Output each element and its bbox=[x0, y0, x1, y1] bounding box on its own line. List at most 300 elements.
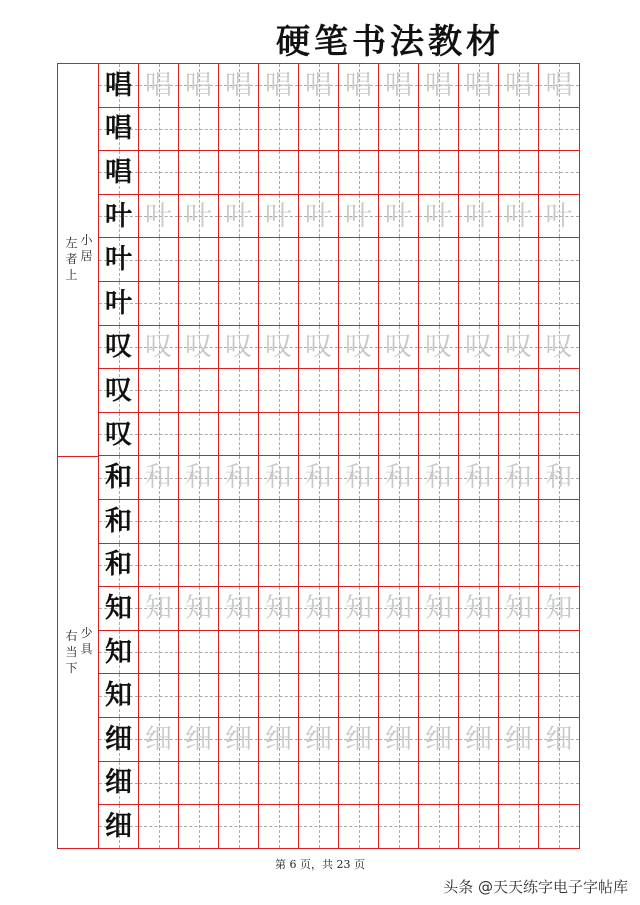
practice-cell[interactable] bbox=[179, 108, 219, 152]
guide-line-horizontal bbox=[499, 434, 538, 435]
practice-cell[interactable] bbox=[219, 500, 259, 544]
guide-line-horizontal bbox=[339, 521, 378, 522]
practice-cell[interactable] bbox=[339, 369, 379, 413]
practice-cell[interactable] bbox=[459, 674, 499, 718]
practice-cell[interactable] bbox=[539, 544, 579, 588]
practice-cell[interactable] bbox=[419, 500, 459, 544]
practice-cell[interactable] bbox=[499, 282, 539, 326]
guide-line-horizontal bbox=[419, 129, 458, 130]
practice-cell[interactable] bbox=[539, 587, 579, 631]
practice-cell[interactable] bbox=[459, 631, 499, 675]
practice-cell[interactable] bbox=[499, 674, 539, 718]
guide-line-horizontal bbox=[339, 826, 378, 827]
practice-cell[interactable] bbox=[139, 631, 179, 675]
practice-cell[interactable] bbox=[539, 108, 579, 152]
guide-line-horizontal bbox=[419, 826, 458, 827]
practice-cell[interactable] bbox=[259, 500, 299, 544]
practice-cell[interactable] bbox=[459, 587, 499, 631]
practice-cell[interactable] bbox=[499, 500, 539, 544]
practice-cell[interactable] bbox=[499, 631, 539, 675]
practice-cell[interactable] bbox=[219, 64, 259, 108]
practice-cell[interactable] bbox=[299, 238, 339, 282]
watermark: 头条 @天天练字电子字帖库 bbox=[443, 878, 628, 896]
practice-cell[interactable] bbox=[139, 151, 179, 195]
practice-cell[interactable] bbox=[339, 544, 379, 588]
note-char: 下 bbox=[65, 660, 78, 675]
practice-cell[interactable] bbox=[139, 326, 179, 370]
guide-line-horizontal bbox=[299, 696, 338, 697]
practice-cell[interactable] bbox=[379, 718, 419, 762]
practice-row bbox=[99, 805, 579, 849]
practice-cell[interactable] bbox=[179, 282, 219, 326]
practice-cell[interactable] bbox=[419, 151, 459, 195]
practice-cell[interactable] bbox=[539, 151, 579, 195]
practice-cell[interactable] bbox=[259, 195, 299, 239]
model-cell bbox=[99, 282, 139, 326]
practice-cell[interactable] bbox=[299, 151, 339, 195]
practice-cell[interactable] bbox=[299, 108, 339, 152]
trace-character: 和 bbox=[425, 462, 452, 494]
practice-cell[interactable] bbox=[419, 631, 459, 675]
practice-cell[interactable] bbox=[419, 456, 459, 500]
practice-cell[interactable] bbox=[539, 456, 579, 500]
model-character: 叹 bbox=[105, 374, 132, 406]
practice-cell[interactable] bbox=[219, 631, 259, 675]
model-cell bbox=[99, 413, 139, 457]
practice-cell[interactable] bbox=[299, 587, 339, 631]
guide-line-horizontal bbox=[219, 826, 258, 827]
practice-cell[interactable] bbox=[299, 282, 339, 326]
practice-cell[interactable] bbox=[259, 369, 299, 413]
practice-cell[interactable] bbox=[259, 456, 299, 500]
practice-cell[interactable] bbox=[379, 369, 419, 413]
practice-cell[interactable] bbox=[299, 456, 339, 500]
practice-cell[interactable] bbox=[219, 456, 259, 500]
practice-cell[interactable] bbox=[179, 151, 219, 195]
practice-cell[interactable] bbox=[219, 718, 259, 762]
practice-cell[interactable] bbox=[499, 64, 539, 108]
practice-cell[interactable] bbox=[459, 500, 499, 544]
guide-line-horizontal bbox=[139, 565, 178, 566]
practice-cell[interactable] bbox=[419, 64, 459, 108]
practice-row bbox=[99, 500, 579, 544]
guide-line-horizontal bbox=[179, 696, 218, 697]
trace-character: 和 bbox=[265, 462, 292, 494]
practice-cell[interactable] bbox=[539, 64, 579, 108]
guide-line-horizontal bbox=[299, 521, 338, 522]
practice-cell[interactable] bbox=[419, 762, 459, 806]
practice-cell[interactable] bbox=[139, 500, 179, 544]
trace-character: 叹 bbox=[305, 331, 332, 363]
practice-cell[interactable] bbox=[419, 238, 459, 282]
guide-line-horizontal bbox=[179, 565, 218, 566]
note-column bbox=[65, 235, 78, 283]
practice-cell[interactable] bbox=[419, 674, 459, 718]
guide-line-horizontal bbox=[219, 565, 258, 566]
guide-line-horizontal bbox=[179, 434, 218, 435]
practice-cell[interactable] bbox=[419, 282, 459, 326]
practice-cell[interactable] bbox=[379, 326, 419, 370]
practice-cell[interactable] bbox=[339, 500, 379, 544]
practice-cell[interactable] bbox=[219, 282, 259, 326]
practice-cell[interactable] bbox=[499, 238, 539, 282]
practice-cell[interactable] bbox=[339, 631, 379, 675]
model-cell bbox=[99, 456, 139, 500]
practice-cell[interactable] bbox=[299, 544, 339, 588]
practice-cell[interactable] bbox=[459, 151, 499, 195]
practice-cell[interactable] bbox=[259, 544, 299, 588]
practice-cell[interactable] bbox=[539, 238, 579, 282]
guide-line-horizontal bbox=[259, 303, 298, 304]
practice-cell[interactable] bbox=[379, 500, 419, 544]
guide-line-horizontal bbox=[139, 390, 178, 391]
practice-cell[interactable] bbox=[539, 631, 579, 675]
trace-character: 叹 bbox=[225, 331, 252, 363]
trace-character: 叹 bbox=[425, 331, 452, 363]
practice-cell[interactable] bbox=[499, 108, 539, 152]
trace-character: 和 bbox=[385, 462, 412, 494]
trace-character: 唱 bbox=[145, 69, 172, 101]
trace-character: 叶 bbox=[465, 200, 492, 232]
practice-row bbox=[99, 718, 579, 762]
note-char: 当 bbox=[65, 644, 78, 659]
practice-cell[interactable] bbox=[539, 326, 579, 370]
model-character: 知 bbox=[105, 592, 132, 624]
practice-cell[interactable] bbox=[459, 282, 499, 326]
practice-cell[interactable] bbox=[539, 762, 579, 806]
practice-cell[interactable] bbox=[459, 195, 499, 239]
guide-line-horizontal bbox=[459, 565, 498, 566]
practice-cell[interactable] bbox=[299, 64, 339, 108]
model-cell bbox=[99, 544, 139, 588]
practice-cell[interactable] bbox=[139, 456, 179, 500]
practice-cell[interactable] bbox=[379, 631, 419, 675]
practice-cell[interactable] bbox=[139, 108, 179, 152]
practice-cell[interactable] bbox=[179, 413, 219, 457]
practice-cell[interactable] bbox=[179, 718, 219, 762]
practice-cell[interactable] bbox=[259, 151, 299, 195]
practice-cell[interactable] bbox=[219, 762, 259, 806]
model-cell bbox=[99, 369, 139, 413]
guide-line-horizontal bbox=[139, 172, 178, 173]
practice-cell[interactable] bbox=[539, 674, 579, 718]
practice-cell[interactable] bbox=[139, 369, 179, 413]
practice-cell[interactable] bbox=[499, 369, 539, 413]
practice-cell[interactable] bbox=[299, 674, 339, 718]
practice-cell[interactable] bbox=[499, 587, 539, 631]
guide-line-horizontal bbox=[219, 783, 258, 784]
practice-cell[interactable] bbox=[219, 238, 259, 282]
note-column bbox=[80, 625, 93, 657]
practice-cell[interactable] bbox=[419, 195, 459, 239]
guide-line-horizontal bbox=[419, 696, 458, 697]
guide-line-horizontal bbox=[459, 129, 498, 130]
trace-character: 知 bbox=[425, 592, 452, 624]
practice-cell[interactable] bbox=[339, 674, 379, 718]
model-character: 细 bbox=[105, 767, 132, 799]
guide-line-horizontal bbox=[139, 826, 178, 827]
guide-line-horizontal bbox=[259, 521, 298, 522]
practice-cell[interactable] bbox=[419, 805, 459, 849]
note-char: 上 bbox=[65, 268, 78, 283]
practice-cell[interactable] bbox=[259, 762, 299, 806]
trace-character: 细 bbox=[305, 723, 332, 755]
trace-character: 叶 bbox=[425, 200, 452, 232]
practice-cell[interactable] bbox=[259, 326, 299, 370]
trace-character: 叶 bbox=[505, 200, 532, 232]
guide-line-horizontal bbox=[219, 260, 258, 261]
practice-cell[interactable] bbox=[179, 805, 219, 849]
practice-cell[interactable] bbox=[459, 456, 499, 500]
practice-cell[interactable] bbox=[299, 762, 339, 806]
practice-cell[interactable] bbox=[139, 718, 179, 762]
practice-cell[interactable] bbox=[219, 587, 259, 631]
practice-cell[interactable] bbox=[219, 108, 259, 152]
practice-cell[interactable] bbox=[259, 64, 299, 108]
practice-cell[interactable] bbox=[219, 674, 259, 718]
practice-cell[interactable] bbox=[259, 108, 299, 152]
trace-character: 和 bbox=[145, 462, 172, 494]
guide-line-horizontal bbox=[339, 783, 378, 784]
guide-line-horizontal bbox=[419, 783, 458, 784]
practice-cell[interactable] bbox=[379, 587, 419, 631]
model-character: 细 bbox=[105, 810, 132, 842]
practice-cell[interactable] bbox=[539, 718, 579, 762]
practice-cell[interactable] bbox=[299, 369, 339, 413]
practice-cell[interactable] bbox=[219, 369, 259, 413]
trace-character: 和 bbox=[225, 462, 252, 494]
model-cell bbox=[99, 500, 139, 544]
practice-cell[interactable] bbox=[259, 413, 299, 457]
practice-cell[interactable] bbox=[379, 544, 419, 588]
practice-cell[interactable] bbox=[139, 282, 179, 326]
practice-cell[interactable] bbox=[499, 195, 539, 239]
practice-cell[interactable] bbox=[219, 151, 259, 195]
practice-cell[interactable] bbox=[179, 587, 219, 631]
practice-cell[interactable] bbox=[339, 413, 379, 457]
practice-cell[interactable] bbox=[179, 500, 219, 544]
practice-cell[interactable] bbox=[499, 805, 539, 849]
trace-character: 叶 bbox=[345, 200, 372, 232]
practice-cell[interactable] bbox=[459, 413, 499, 457]
practice-cell[interactable] bbox=[379, 456, 419, 500]
practice-cell[interactable] bbox=[259, 805, 299, 849]
trace-character: 细 bbox=[505, 723, 532, 755]
practice-cell[interactable] bbox=[339, 151, 379, 195]
model-character: 叶 bbox=[105, 287, 132, 319]
practice-cell[interactable] bbox=[419, 544, 459, 588]
trace-character: 唱 bbox=[345, 69, 372, 101]
practice-cell[interactable] bbox=[459, 544, 499, 588]
trace-character: 叹 bbox=[265, 331, 292, 363]
practice-cell[interactable] bbox=[299, 631, 339, 675]
trace-character: 唱 bbox=[465, 69, 492, 101]
practice-cell[interactable] bbox=[499, 544, 539, 588]
guide-line-horizontal bbox=[259, 260, 298, 261]
guide-line-horizontal bbox=[419, 172, 458, 173]
practice-cell[interactable] bbox=[539, 500, 579, 544]
practice-cell[interactable] bbox=[299, 500, 339, 544]
guide-line-horizontal bbox=[299, 172, 338, 173]
guide-line-horizontal bbox=[139, 521, 178, 522]
practice-cell[interactable] bbox=[379, 238, 419, 282]
practice-cell[interactable] bbox=[379, 805, 419, 849]
trace-character: 知 bbox=[185, 592, 212, 624]
practice-cell[interactable] bbox=[219, 326, 259, 370]
guide-line-horizontal bbox=[339, 390, 378, 391]
trace-character: 叹 bbox=[385, 331, 412, 363]
practice-cell[interactable] bbox=[499, 326, 539, 370]
practice-cell[interactable] bbox=[179, 762, 219, 806]
guide-line-horizontal bbox=[499, 390, 538, 391]
guide-line-horizontal bbox=[219, 172, 258, 173]
practice-cell[interactable] bbox=[539, 195, 579, 239]
guide-line-horizontal bbox=[539, 390, 579, 391]
trace-character: 和 bbox=[345, 462, 372, 494]
model-character: 唱 bbox=[105, 156, 132, 188]
practice-cell[interactable] bbox=[139, 195, 179, 239]
guide-line-horizontal bbox=[259, 826, 298, 827]
guide-line-horizontal bbox=[379, 260, 418, 261]
trace-character: 和 bbox=[545, 462, 573, 494]
practice-cell[interactable] bbox=[419, 108, 459, 152]
practice-cell[interactable] bbox=[339, 108, 379, 152]
practice-cell[interactable] bbox=[339, 805, 379, 849]
practice-cell[interactable] bbox=[139, 587, 179, 631]
practice-cell[interactable] bbox=[259, 238, 299, 282]
practice-cell[interactable] bbox=[259, 282, 299, 326]
practice-cell[interactable] bbox=[179, 674, 219, 718]
practice-cell[interactable] bbox=[459, 238, 499, 282]
practice-cell[interactable] bbox=[419, 587, 459, 631]
practice-cell[interactable] bbox=[339, 718, 379, 762]
practice-cell[interactable] bbox=[179, 238, 219, 282]
practice-cell[interactable] bbox=[179, 64, 219, 108]
practice-cell[interactable] bbox=[539, 369, 579, 413]
practice-cell[interactable] bbox=[179, 326, 219, 370]
practice-cell[interactable] bbox=[459, 718, 499, 762]
practice-cell[interactable] bbox=[339, 456, 379, 500]
model-cell bbox=[99, 674, 139, 718]
practice-cell[interactable] bbox=[339, 64, 379, 108]
practice-cell[interactable] bbox=[379, 674, 419, 718]
practice-cell[interactable] bbox=[179, 369, 219, 413]
guide-line-horizontal bbox=[539, 521, 579, 522]
practice-cell[interactable] bbox=[299, 805, 339, 849]
practice-cell[interactable] bbox=[379, 64, 419, 108]
practice-cell[interactable] bbox=[179, 456, 219, 500]
practice-cell[interactable] bbox=[539, 282, 579, 326]
guide-line-horizontal bbox=[539, 129, 579, 130]
practice-cell[interactable] bbox=[379, 195, 419, 239]
practice-cell[interactable] bbox=[139, 674, 179, 718]
practice-cell[interactable] bbox=[379, 413, 419, 457]
practice-cell[interactable] bbox=[499, 762, 539, 806]
practice-cell[interactable] bbox=[299, 413, 339, 457]
guide-line-horizontal bbox=[539, 172, 579, 173]
guide-line-horizontal bbox=[459, 521, 498, 522]
trace-character: 叶 bbox=[185, 200, 212, 232]
practice-cell[interactable] bbox=[379, 151, 419, 195]
practice-row bbox=[99, 151, 579, 195]
guide-line-horizontal bbox=[459, 434, 498, 435]
practice-cell[interactable] bbox=[139, 544, 179, 588]
guide-line-horizontal bbox=[459, 696, 498, 697]
practice-cell[interactable] bbox=[139, 413, 179, 457]
practice-cell[interactable] bbox=[139, 238, 179, 282]
guide-line-horizontal bbox=[499, 565, 538, 566]
practice-cell[interactable] bbox=[459, 108, 499, 152]
practice-cell[interactable] bbox=[339, 326, 379, 370]
trace-character: 细 bbox=[225, 723, 252, 755]
guide-line-horizontal bbox=[379, 826, 418, 827]
practice-cell[interactable] bbox=[379, 282, 419, 326]
practice-cell[interactable] bbox=[459, 369, 499, 413]
practice-cell[interactable] bbox=[219, 805, 259, 849]
practice-cell[interactable] bbox=[379, 762, 419, 806]
practice-cell[interactable] bbox=[219, 195, 259, 239]
practice-cell[interactable] bbox=[539, 413, 579, 457]
practice-cell[interactable] bbox=[339, 282, 379, 326]
practice-cell[interactable] bbox=[459, 762, 499, 806]
guide-line-horizontal bbox=[139, 303, 178, 304]
practice-cell[interactable] bbox=[419, 326, 459, 370]
practice-cell[interactable] bbox=[139, 805, 179, 849]
practice-cell[interactable] bbox=[219, 413, 259, 457]
trace-character: 叶 bbox=[225, 200, 252, 232]
guide-line-horizontal bbox=[299, 260, 338, 261]
practice-cell[interactable] bbox=[259, 674, 299, 718]
practice-cell[interactable] bbox=[339, 587, 379, 631]
practice-cell[interactable] bbox=[499, 413, 539, 457]
practice-cell[interactable] bbox=[499, 456, 539, 500]
practice-cell[interactable] bbox=[459, 326, 499, 370]
practice-cell[interactable] bbox=[339, 238, 379, 282]
practice-cell[interactable] bbox=[419, 718, 459, 762]
practice-cell[interactable] bbox=[339, 762, 379, 806]
practice-cell[interactable] bbox=[419, 369, 459, 413]
practice-cell[interactable] bbox=[139, 762, 179, 806]
practice-cell[interactable] bbox=[219, 544, 259, 588]
practice-cell[interactable] bbox=[259, 631, 299, 675]
guide-line-horizontal bbox=[379, 172, 418, 173]
practice-cell[interactable] bbox=[379, 108, 419, 152]
practice-cell[interactable] bbox=[179, 631, 219, 675]
section-note bbox=[58, 232, 99, 292]
practice-cell[interactable] bbox=[539, 805, 579, 849]
practice-cell[interactable] bbox=[299, 195, 339, 239]
practice-cell[interactable] bbox=[259, 718, 299, 762]
practice-cell[interactable] bbox=[179, 544, 219, 588]
trace-character: 细 bbox=[425, 723, 452, 755]
practice-cell[interactable] bbox=[499, 718, 539, 762]
practice-cell[interactable] bbox=[299, 718, 339, 762]
practice-cell[interactable] bbox=[299, 326, 339, 370]
practice-cell[interactable] bbox=[459, 64, 499, 108]
practice-cell[interactable] bbox=[339, 195, 379, 239]
practice-cell[interactable] bbox=[459, 805, 499, 849]
practice-cell[interactable] bbox=[499, 151, 539, 195]
practice-cell[interactable] bbox=[139, 64, 179, 108]
guide-line-horizontal bbox=[459, 826, 498, 827]
practice-cell[interactable] bbox=[259, 587, 299, 631]
trace-character: 知 bbox=[305, 592, 332, 624]
guide-line-horizontal bbox=[179, 521, 218, 522]
practice-cell[interactable] bbox=[419, 413, 459, 457]
guide-line-horizontal bbox=[419, 565, 458, 566]
trace-character: 叶 bbox=[145, 200, 172, 232]
practice-cell[interactable] bbox=[179, 195, 219, 239]
